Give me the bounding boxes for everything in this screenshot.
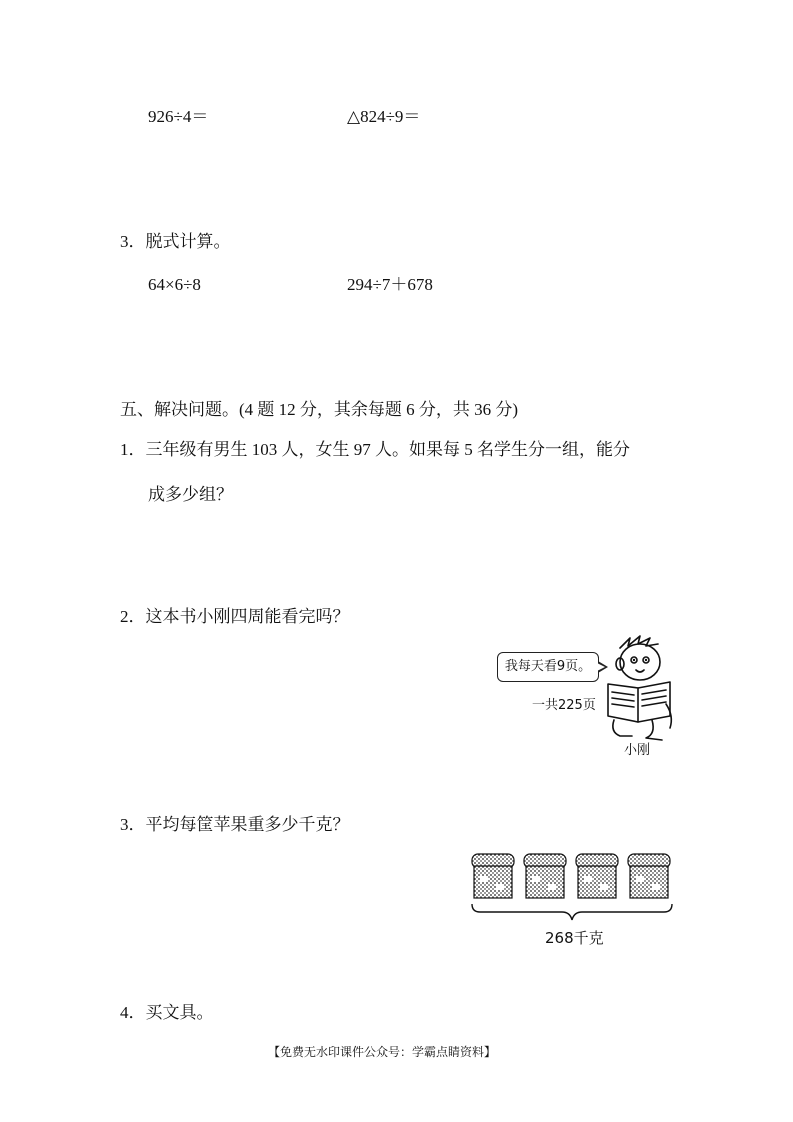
baskets-weight-label: 268千克 — [545, 929, 604, 947]
book-total-label: 一共225页 — [532, 698, 596, 713]
calc-item-3: 64×6÷8 — [148, 275, 201, 294]
boy-name-label: 小刚 — [624, 743, 651, 758]
calc-item-1: 926÷4＝ — [148, 107, 209, 126]
boy-reading-icon — [600, 632, 678, 744]
footer-watermark-text: 【免费无水印课件公众号：学霸点睛资料】 — [268, 1045, 497, 1059]
calc-item-4: 294÷7＋678 — [347, 275, 433, 294]
speech-bubble-text: 我每天看9页。 — [504, 659, 592, 674]
apple-baskets-icon — [466, 846, 676, 926]
problem-3-title: 3．平均每筐苹果重多少千克？ — [120, 815, 350, 834]
calc-item-2: △824÷9＝ — [347, 107, 421, 126]
question-3-title: 3．脱式计算。 — [120, 232, 231, 251]
problem-4-title: 4．买文具。 — [120, 1003, 214, 1022]
speech-bubble — [497, 652, 599, 682]
problem-1-line-1: 1．三年级有男生 103 人，女生 97 人。如果每 5 名学生分一组，能分 — [120, 440, 630, 459]
problem-2-title: 2．这本书小刚四周能看完吗？ — [120, 607, 350, 626]
section-5-title: 五、解决问题。(4 题 12 分，其余每题 6 分，共 36 分) — [120, 400, 519, 419]
problem-1-line-2: 成多少组？ — [148, 485, 233, 504]
